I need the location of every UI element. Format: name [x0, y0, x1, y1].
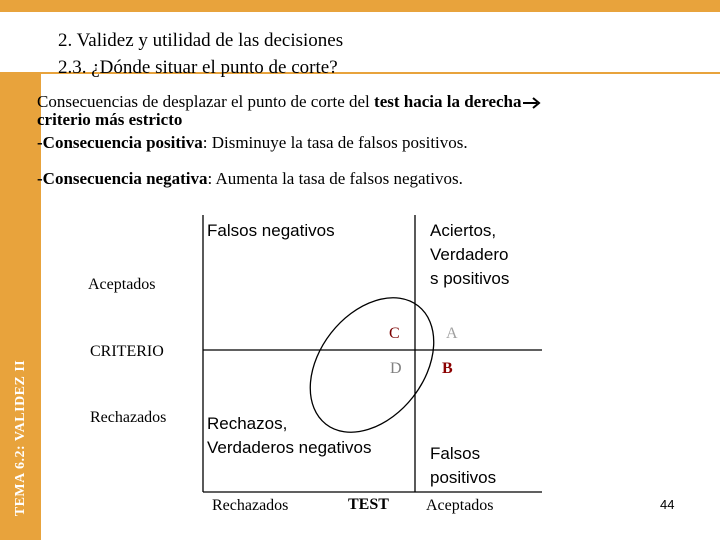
- quadrant-letter-a: A: [446, 325, 458, 342]
- falsos-positivos-line-2: positivos: [430, 468, 497, 487]
- test-label: TEST: [348, 496, 389, 513]
- side-label: TEMA 6.2: VALIDEZ II: [13, 359, 28, 517]
- falsos-negativos-label: Falsos negativos: [207, 221, 335, 240]
- quadrant-letter-d: D: [390, 360, 402, 377]
- aciertos-label: [430, 219, 509, 291]
- criterio-label: CRITERIO: [90, 343, 164, 360]
- body-line-3-bold: -Consecuencia positiva: [37, 133, 203, 152]
- rechazos-line-1: Rechazos,: [207, 414, 288, 433]
- aciertos-line-3: s positivos: [430, 269, 510, 288]
- body-line-3-rest: : Disminuye la tasa de falsos positivos.: [202, 133, 468, 152]
- body-line-4-bold: -Consecuencia negativa: [37, 169, 208, 188]
- rechazados-x-label: Rechazados: [212, 497, 289, 514]
- body-line-2-bold: criterio más estricto: [37, 110, 183, 129]
- aceptados-y-label: Aceptados: [88, 276, 156, 293]
- rechazos-line-2: Verdaderos negativos: [207, 438, 372, 457]
- rechazos-label: [207, 412, 371, 460]
- aciertos-line-2: Verdadero: [430, 245, 509, 264]
- falsos-positivos-line-1: Falsos: [430, 444, 481, 463]
- title-line-2: 2.3. ¿Dónde situar el punto de corte?: [58, 57, 338, 78]
- aceptados-x-label: Aceptados: [426, 497, 494, 514]
- body-line-4-rest: : Aumenta la tasa de falsos negativos.: [207, 169, 463, 188]
- body-line-1-bold: test hacia la derecha: [374, 92, 522, 111]
- quadrant-letter-c: C: [389, 325, 400, 342]
- page-number: 44: [660, 497, 675, 512]
- body-line-1-prefix: Consecuencias de desplazar el punto de corte del: [37, 92, 375, 111]
- falsos-positivos-label: [430, 442, 496, 490]
- rechazados-y-label: Rechazados: [90, 409, 167, 426]
- quadrant-letter-b: B: [442, 360, 453, 377]
- aciertos-line-1: Aciertos,: [430, 221, 497, 240]
- title-line-1: 2. Validez y utilidad de las decisiones: [58, 30, 344, 51]
